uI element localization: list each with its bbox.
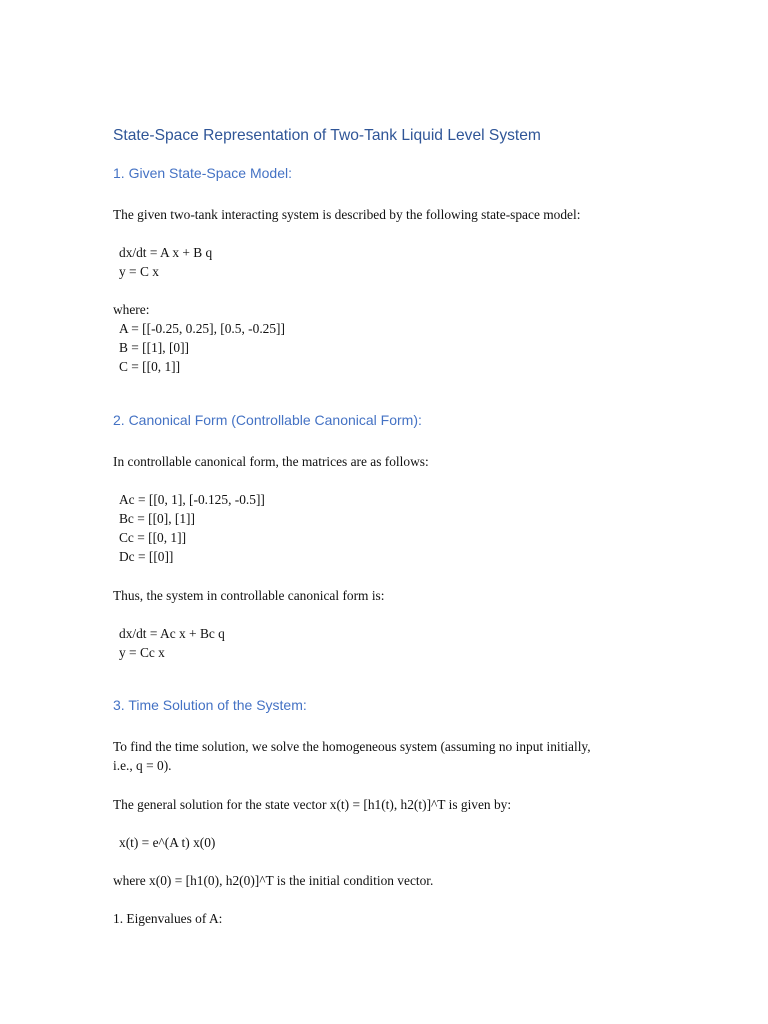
section-2-heading: 2. Canonical Form (Controllable Canonical Form): — [113, 412, 422, 428]
section-3-paragraph-1-line-1: To find the time solution, we solve the homogeneous system (assuming no input initially, — [113, 739, 591, 754]
document-title: State-Space Representation of Two-Tank Liquid Level System — [113, 127, 541, 144]
canonical-output-equation: y = Cc x — [119, 645, 165, 660]
section-3-paragraph-1-line-2: i.e., q = 0). — [113, 758, 172, 773]
matrix-dc: Dc = [[0]] — [119, 549, 174, 564]
output-equation: y = C x — [119, 264, 159, 279]
matrix-c: C = [[0, 1]] — [119, 359, 181, 374]
section-3-heading: 3. Time Solution of the System: — [113, 697, 307, 713]
matrix-b: B = [[1], [0]] — [119, 340, 190, 355]
state-equation: dx/dt = A x + B q — [119, 245, 213, 260]
matrix-a: A = [[-0.25, 0.25], [0.5, -0.25]] — [119, 321, 285, 336]
section-3-paragraph-3: where x(0) = [h1(0), h2(0)]^T is the initial condition vector. — [113, 873, 434, 888]
matrix-ac: Ac = [[0, 1], [-0.125, -0.5]] — [119, 492, 265, 507]
section-1-intro: The given two-tank interacting system is described by the following state-space model: — [113, 207, 581, 222]
canonical-form-sentence: Thus, the system in controllable canonical form is: — [113, 588, 385, 603]
matrix-bc: Bc = [[0], [1]] — [119, 511, 195, 526]
solution-equation: x(t) = e^(A t) x(0) — [119, 835, 216, 850]
section-2-intro: In controllable canonical form, the matrices are as follows: — [113, 454, 429, 469]
section-1-heading: 1. Given State-Space Model: — [113, 165, 292, 181]
canonical-state-equation: dx/dt = Ac x + Bc q — [119, 626, 225, 641]
where-label: where: — [113, 302, 150, 317]
eigenvalues-list-item: 1. Eigenvalues of A: — [113, 911, 223, 926]
section-3-paragraph-2: The general solution for the state vector x(t) = [h1(t), h2(t)]^T is given by: — [113, 797, 512, 812]
matrix-cc: Cc = [[0, 1]] — [119, 530, 187, 545]
